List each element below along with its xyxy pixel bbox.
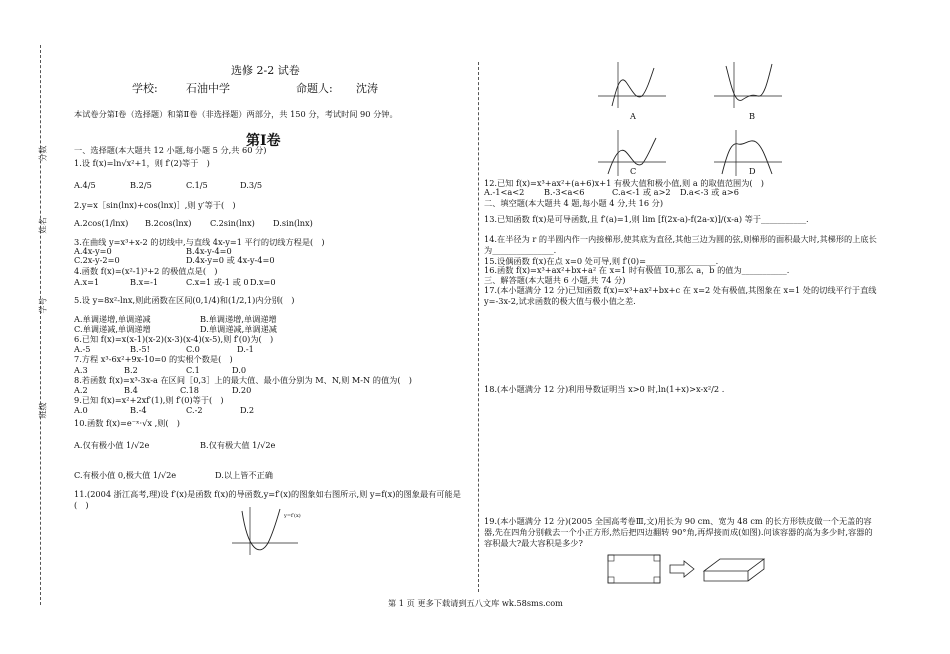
q1-text: 1.设 f(x)=ln√x²+1，则 f′(2)等于 ) — [74, 158, 210, 168]
q10-option-d: D.以上皆不正确 — [215, 470, 273, 480]
q8-option-b: B.4 — [124, 385, 138, 395]
q7-option-a: A.3 — [74, 365, 88, 375]
q10-option-b: B.仅有极大值 1/√2e — [200, 440, 276, 450]
q1-option-a: A.4/5 — [74, 180, 96, 190]
q9-text: 9.已知 f(x)=x²+2xf′(1),则 f′(0)等于( ) — [74, 395, 224, 405]
part1-heading: 一、选择题(本大题共 12 小题,每小题 5 分,共 60 分) — [74, 145, 267, 155]
q19-text: 19.(本小题满分 12 分)(2005 全国高考卷Ⅲ,文)用长为 90 cm、宽为 48 cm 的长方形铁皮做一个无盖的容器,先在四角分别截去一个小正方形,然后把四边翻转 90°角,再焊接而成(如图).问该容器的高为多少时,容器的容积最大?最大容积是多少? — [484, 516, 873, 548]
graph-label-b: B — [749, 111, 756, 121]
page-footer: 第 1 页 更多下载请到五八文库 wk.58sms.com — [388, 598, 563, 608]
q9-option-d: D.2 — [240, 405, 255, 415]
container-figure — [608, 553, 768, 587]
side-label-name: 姓名 — [38, 217, 48, 234]
q16-text: 16.函数 f(x)=x³+ax²+bx+a² 在 x=1 时有极值 10,那么 a，b 的值为___________. — [484, 265, 790, 275]
q6-text: 6.已知 f(x)=x(x-1)(x-2)(x-3)(x-4)(x-5),则 f′(0)为( ) — [74, 334, 274, 344]
q1-option-b: B.2/5 — [130, 180, 152, 190]
q3-option-c: C.2x-y-2=0 — [74, 255, 120, 265]
q18-text: 18.(本小题满分 12 分)利用导数证明当 x>0 时,ln(1+x)>x-x²/2 . — [484, 384, 725, 394]
side-label-score: 分数 — [38, 145, 48, 162]
q5-option-a: A.单调递增,单调递减 — [74, 314, 151, 324]
q2-option-a: A.2cos(1/lnx) — [74, 218, 129, 228]
side-label-id: 学号 — [38, 297, 48, 314]
q3-option-a: A.4x-y=0 — [74, 246, 112, 256]
q12-option-a: A.-1<a<2 — [484, 187, 525, 197]
q8-text: 8.若函数 f(x)=x³-3x-a 在区间［0,3］上的最大值、最小值分别为 M、N,则 M-N 的值为( ) — [74, 375, 412, 385]
q9-option-c: C.-2 — [186, 405, 203, 415]
graph-label-d: D — [749, 166, 756, 176]
q5-text: 5.设 y=8x²-lnx,则此函数在区间(0,1/4)和(1/2,1)内分别( ) — [74, 295, 295, 305]
author-label: 命题人: — [296, 82, 333, 95]
q3-text: 3.在曲线 y=x³+x-2 的切线中,与直线 4x-y=1 平行的切线方程是( ) — [74, 237, 325, 247]
q4-option-d: D.x=0 — [250, 277, 276, 287]
binding-line — [40, 45, 41, 605]
q12-option-c: C.a<-1 或 a>2 — [612, 187, 671, 197]
q4-option-a: A.x=1 — [74, 277, 100, 287]
derivative-graph-label: y=f′(x) — [284, 513, 301, 519]
q11-text: 11.(2004 浙江高考,理)设 f′(x)是函数 f(x)的导函数,y=f′(x)的图象如右图所示,则 y=f(x)的图象最有可能是( ) — [74, 489, 461, 510]
q4-text: 4.函数 f(x)=(x²-1)³+2 的极值点是( ) — [74, 266, 218, 276]
q6-option-c: C.0 — [186, 344, 200, 354]
q8-option-a: A.2 — [74, 385, 88, 395]
q5-option-d: D.单调递减,单调递减 — [200, 324, 277, 334]
q7-option-c: C.1 — [186, 365, 200, 375]
part2-heading: 二、填空题(本大题共 4 题,每小题 4 分,共 16 分) — [484, 198, 664, 208]
q10-text: 10.函数 f(x)=e⁻ˣ·√x ,则( ) — [74, 418, 180, 428]
side-label-class: 班级 — [38, 402, 48, 419]
q1-option-d: D.3/5 — [240, 180, 263, 190]
section-title: 第Ⅰ卷 — [246, 133, 281, 149]
q12-text: 12.已知 f(x)=x³+ax²+(a+6)x+1 有极大值和极小值,则 a 的取值范围为( ) — [484, 178, 765, 188]
intro-text: 本试卷分第Ⅰ卷（选择题）和第Ⅱ卷（非选择题）两部分，共 150 分，考试时间 90 分钟。 — [74, 109, 398, 119]
q14-text: 14.在半径为 r 的半圆内作一内接梯形,使其底为直径,其他三边为圆的弦,则梯形的面积最大时,其梯形的上底长为_______________. — [484, 234, 877, 255]
column-divider — [478, 62, 479, 592]
graph-option-b — [714, 60, 784, 110]
q12-option-b: B.-3<a<6 — [544, 187, 585, 197]
q2-option-b: B.2cos(lnx) — [145, 218, 192, 228]
exam-title: 选修 2-2 试卷 — [231, 64, 300, 77]
q17-text: 17.(本小题满分 12 分)已知函数 f(x)=x³+ax²+bx+c 在 x=2 处有极值,其图象在 x=1 处的切线平行于直线 y=-3x-2,试求函数的极大值与极小值之差. — [484, 285, 877, 306]
q7-text: 7.方程 x³-6x²+9x-10=0 的实根个数是( ) — [74, 354, 233, 364]
graph-label-c: C — [630, 166, 637, 176]
q3-option-b: B.4x-y-4=0 — [186, 246, 232, 256]
graph-label-a: A — [630, 111, 636, 121]
q2-option-c: C.2sin(lnx) — [210, 218, 255, 228]
school-name: 石油中学 — [186, 82, 230, 95]
q12-option-d: D.a<-3 或 a>6 — [680, 187, 739, 197]
q8-option-c: C.18 — [180, 385, 199, 395]
q7-option-d: D.0 — [232, 365, 247, 375]
q1-option-c: C.1/5 — [186, 180, 208, 190]
q4-option-b: B.x=-1 — [130, 277, 159, 287]
q10-option-a: A.仅有极小值 1/√2e — [74, 440, 150, 450]
q6-option-d: D.-1 — [237, 344, 254, 354]
author-name: 沈涛 — [356, 82, 378, 95]
q15-text: 15.设偶函数 f(x)在点 x=0 处可导,则 f′(0)=_________________. — [484, 256, 719, 266]
q9-option-b: B.-4 — [130, 405, 147, 415]
q5-option-b: B.单调递增,单调递增 — [200, 314, 277, 324]
q6-option-b: B.-5! — [130, 344, 150, 354]
school-label: 学校: — [132, 82, 158, 95]
q3-option-d: D.4x-y=0 或 4x-y-4=0 — [186, 255, 275, 265]
q13-text: 13.已知函数 f(x)是可导函数,且 f′(a)=1,则 lim [f(2x-a)-f(2a-x)]/(x-a) 等于___________. — [484, 214, 809, 224]
q6-option-a: A.-5 — [74, 344, 91, 354]
part3-heading: 三、解答题(本大题共 6 小题,共 74 分) — [484, 275, 626, 285]
q10-option-c: C.有极小值 0,极大值 1/√2e — [74, 470, 177, 480]
q8-option-d: D.20 — [232, 385, 252, 395]
q4-option-c: C.x=1 或-1 或 0 — [186, 277, 249, 287]
q2-text: 2.y=x［sin(lnx)+cos(lnx)］,则 y′等于( ) — [74, 200, 236, 210]
derivative-graph-figure — [232, 505, 302, 557]
graph-option-a — [598, 60, 668, 110]
q5-option-c: C.单调递减,单调递增 — [74, 324, 151, 334]
q7-option-b: B.2 — [124, 365, 138, 375]
q9-option-a: A.0 — [74, 405, 88, 415]
q2-option-d: D.sin(lnx) — [273, 218, 313, 228]
